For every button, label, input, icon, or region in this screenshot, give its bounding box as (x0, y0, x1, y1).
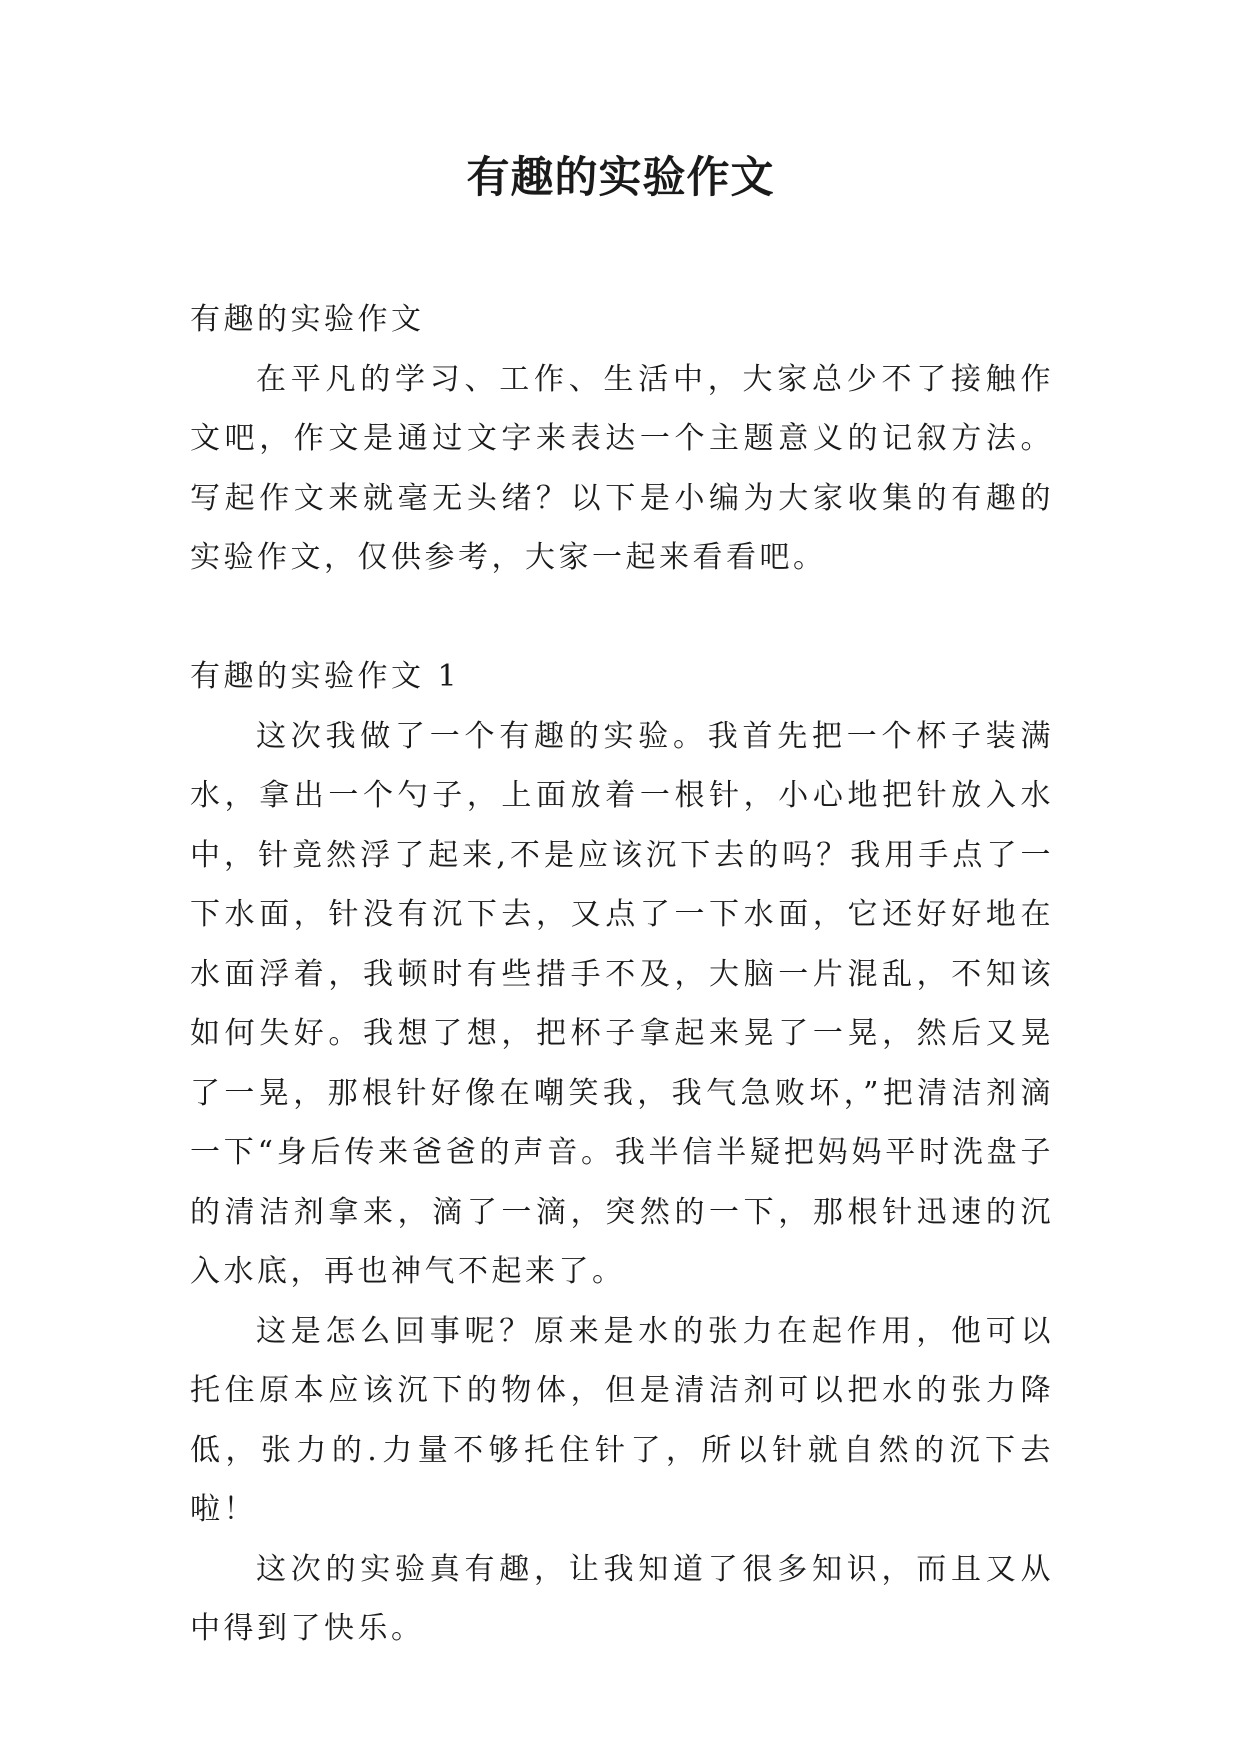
essay-paragraph: 这次的实验真有趣，让我知道了很多知识，而且又从中得到了快乐。 (190, 1551, 1054, 1646)
essay-heading: 有趣的实验作文 1 (190, 659, 461, 694)
intro-heading: 有趣的实验作文 (190, 302, 425, 337)
document-title: 有趣的实验作文 (466, 153, 775, 203)
section-spacer (190, 588, 1054, 648)
essay-paragraph: 这次我做了一个有趣的实验。我首先把一个杯子装满水，拿出一个勺子，上面放着一根针，小心地把针放入水中，针竟然浮了起来,不是应该沉下去的吗？我用手点了一下水面，针没有沉下去，又点了一下水面，它还好好地在水面浮着，我顿时有些措手不及，大脑一片混乱，不知该如何失好。我想了想，把杯子拿起来晃了一晃，然后又晃了一晃，那根针好像在嘲笑我，我气急败坏，”把清洁剂滴一下“身后传来爸爸的声音。我半信半疑把妈妈平时洗盘子的清洁剂拿来，滴了一滴，突然的一下，那根针迅速的沉入水底，再也神气不起来了。 (190, 718, 1054, 1289)
intro-paragraph: 在平凡的学习、工作、生活中，大家总少不了接触作文吧，作文是通过文字来表达一个主题意义的记叙方法。写起作文来就毫无头绪？以下是小编为大家收集的有趣的实验作文，仅供参考，大家一起来看看吧。 (190, 361, 1054, 575)
essay-paragraph: 这是怎么回事呢？原来是水的张力在起作用，他可以托住原本应该沉下的物体，但是清洁剂可以把水的张力降低，张力的.力量不够托住针了，所以针就自然的沉下去啦！ (190, 1313, 1054, 1527)
document-body (190, 290, 1054, 1659)
